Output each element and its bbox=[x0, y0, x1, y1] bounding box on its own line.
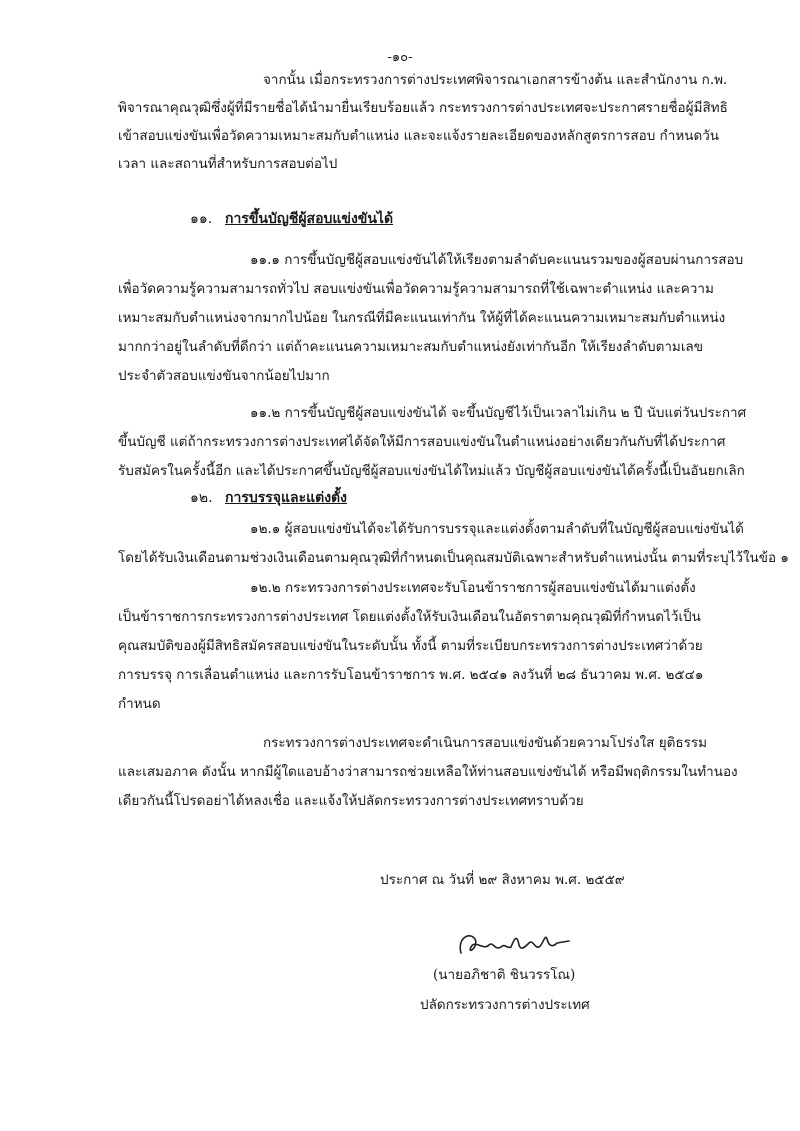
section-12-number: ๑๒. bbox=[190, 490, 213, 506]
closing-line-2: และเสมอภาค ดังนั้น หากมีผู้ใดแอบอ้างว่าสามารถช่วยเหลือให้ท่านสอบแข่งขันได้ หรือมีพฤติกรรมในทำนอง bbox=[118, 764, 738, 780]
intro-line-2: พิจารณาคุณวุฒิซึ่งผู้ที่มีรายชื่อได้นำมายื่นเรียบร้อยแล้ว กระทรวงการต่างประเทศจะประกาศรายชื่อผู้มีสิทธิ bbox=[118, 100, 728, 116]
section-11-number: ๑๑. bbox=[190, 211, 213, 227]
signer-title: ปลัดกระทรวงการต่างประเทศ bbox=[420, 997, 590, 1013]
s12-p2-line-4: การบรรจุ การเลื่อนตำแหน่ง และการรับโอนข้าราชการ พ.ศ. ๒๕๔๑ ลงวันที่ ๒๘ ธันวาคม พ.ศ. ๒๕๔๑ bbox=[118, 667, 704, 683]
intro-line-3: เข้าสอบแข่งขันเพื่อวัดความเหมาะสมกับตำแหน่ง และจะแจ้งรายละเอียดของหลักสูตรการสอบ กำหนดวัน bbox=[118, 128, 720, 144]
s11-p1-line-1: ๑๑.๑ การขึ้นบัญชีผู้สอบแข่งขันได้ให้เรียงตามลำดับคะแนนรวมของผู้สอบผ่านการสอบ bbox=[250, 252, 744, 268]
s12-p2-line-1: ๑๒.๒ กระทรวงการต่างประเทศจะรับโอนข้าราชการผู้สอบแข่งขันได้มาแต่งตั้ง bbox=[250, 580, 696, 596]
signer-name: (นายอภิชาติ ชินวรรโณ) bbox=[433, 967, 576, 983]
s11-p1-line-3: เหมาะสมกับตำแหน่งจากมากไปน้อย ในกรณีที่มีคะแนนเท่ากัน ให้ผู้ที่ได้คะแนนความเหมาะสมกับตำแหน่ง bbox=[118, 310, 726, 326]
section-11-heading: การขึ้นบัญชีผู้สอบแข่งขันได้ bbox=[225, 211, 394, 227]
signature-image bbox=[455, 925, 575, 965]
s12-p2-line-3: คุณสมบัติของผู้มีสิทธิสมัครสอบแข่งขันในระดับนั้น ทั้งนี้ ตามที่ระเบียบกระทรวงการต่างประเทศว่าด้วย bbox=[118, 638, 703, 654]
s11-p1-line-2: เพื่อวัดความรู้ความสามารถทั่วไป สอบแข่งขันเพื่อวัดความรู้ความสามารถที่ใช้เฉพาะตำแหน่ง และความ bbox=[118, 281, 714, 297]
section-12-heading: การบรรจุและแต่งตั้ง bbox=[225, 490, 347, 506]
closing-line-3: เดียวกันนี้โปรดอย่าได้หลงเชื่อ และแจ้งให้ปลัดกระทรวงการต่างประเทศทราบด้วย bbox=[118, 793, 584, 809]
s11-p2-line-2: ขึ้นบัญชี แต่ถ้ากระทรวงการต่างประเทศได้จัดให้มีการสอบแข่งขันในตำแหน่งอย่างเดียวกันกับที่ได้ประกาศ bbox=[118, 434, 726, 450]
page-number: -๑๐- bbox=[387, 50, 413, 65]
s12-p2-line-5: กำหนด bbox=[118, 696, 161, 712]
intro-line-1: จากนั้น เมื่อกระทรวงการต่างประเทศพิจารณาเอกสารข้างต้น และสำนักงาน ก.พ. bbox=[263, 72, 728, 88]
s12-p1-line-1: ๑๒.๑ ผู้สอบแข่งขันได้จะได้รับการบรรจุและแต่งตั้งตามลำดับที่ในบัญชีผู้สอบแข่งขันได้ bbox=[250, 521, 744, 537]
announcement-date: ประกาศ ณ วันที่ ๒๙ สิงหาคม พ.ศ. ๒๕๕๙ bbox=[380, 872, 625, 888]
intro-line-4: เวลา และสถานที่สำหรับการสอบต่อไป bbox=[118, 156, 338, 172]
s11-p1-line-5: ประจำตัวสอบแข่งขันจากน้อยไปมาก bbox=[118, 368, 330, 384]
s12-p2-line-2: เป็นข้าราชการกระทรวงการต่างประเทศ โดยแต่งตั้งให้รับเงินเดือนในอัตราตามคุณวุฒิที่กำหนดไว้เป็น bbox=[118, 609, 701, 625]
s11-p1-line-4: มากกว่าอยู่ในลำดับที่ดีกว่า แต่ถ้าคะแนนความเหมาะสมกับตำแหน่งยังเท่ากันอีก ให้เรียงลำดับตามเลข bbox=[118, 339, 703, 355]
s11-p2-line-3: รับสมัครในครั้งนี้อีก และได้ประกาศขึ้นบัญชีผู้สอบแข่งขันได้ใหม่แล้ว บัญชีผู้สอบแข่งขันได้ครั้งนี้เป็นอันยกเลิก bbox=[118, 463, 745, 479]
s11-p2-line-1: ๑๑.๒ การขึ้นบัญชีผู้สอบแข่งขันได้ จะขึ้นบัญชีไว้เป็นเวลาไม่เกิน ๒ ปี นับแต่วันประกาศ bbox=[250, 405, 747, 421]
closing-line-1: กระทรวงการต่างประเทศจะดำเนินการสอบแข่งขันด้วยความโปร่งใส ยุติธรรม bbox=[263, 735, 708, 751]
s12-p1-line-2: โดยได้รับเงินเดือนตามช่วงเงินเดือนตามคุณวุฒิที่กำหนดเป็นคุณสมบัติเฉพาะสำหรับตำแหน่งนั้น ตามที่ระบุไว้ในข้อ ๑ bbox=[118, 550, 789, 566]
